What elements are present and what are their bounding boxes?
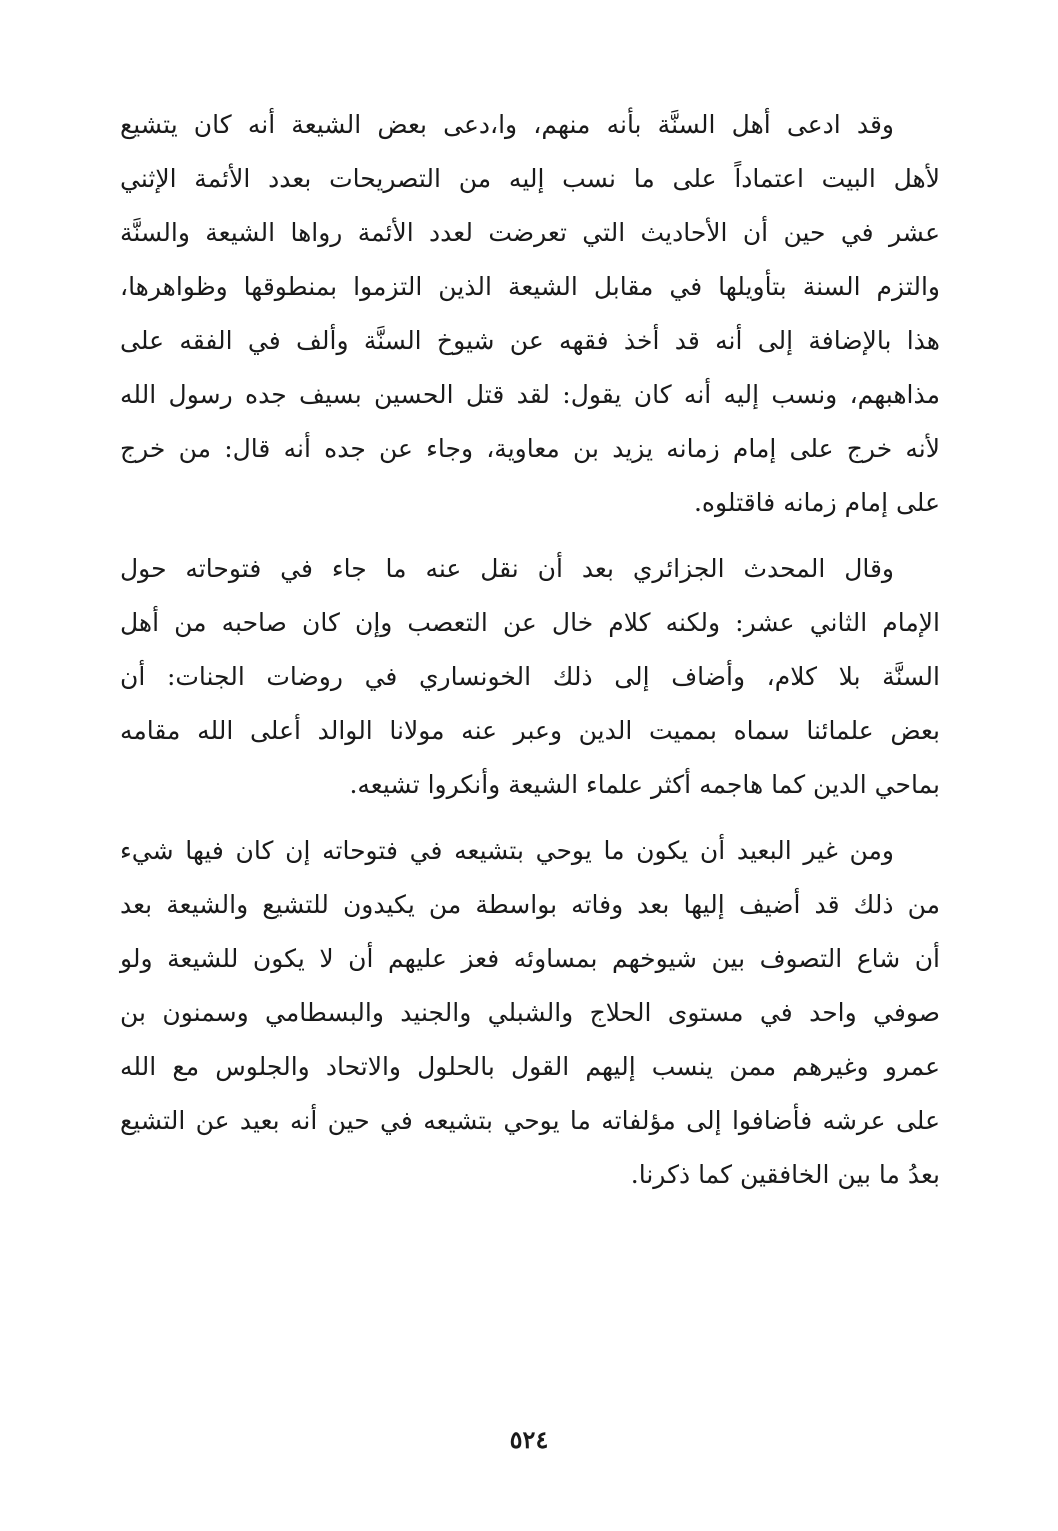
text-line: هذا بالإضافة إلى أنه قد أخذ فقهه عن شيوخ السنَّة وألف في الفقه على [120,326,940,355]
text-line: على عرشه فأضافوا إلى مؤلفاته ما يوحي بتشيعه في حين أنه بعيد عن التشيع [120,1106,940,1135]
text-line: مذاهبهم، ونسب إليه أنه كان يقول: لقد قتل الحسين بسيف جده رسول الله [120,380,940,409]
paragraph-3 [120,824,940,1202]
page-number: ٥٢٤ [509,1425,549,1454]
text-line: بعض علمائنا سماه بمميت الدين وعبر عنه مولانا الوالد أعلى الله مقامه [120,716,940,745]
text-line: والتزم السنة بتأويلها في مقابل الشيعة الذين التزموا بمنطوقها وظواهرها، [120,272,940,301]
text-line: بماحي الدين كما هاجمه أكثر علماء الشيعة وأنكروا تشيعه. [349,770,940,799]
body-text [120,98,940,1214]
text-line: بعدُ ما بين الخافقين كما ذكرنا. [630,1160,940,1189]
paragraph-2 [120,542,940,812]
text-line: ومن غير البعيد أن يكون ما يوحي بتشيعه في فتوحاته إن كان فيها شيء [120,836,894,865]
text-line: وقد ادعى أهل السنَّة بأنه منهم، وا،دعى بعض الشيعة أنه كان يتشيع [120,110,894,139]
text-line: صوفي واحد في مستوى الحلاج والشبلي والجنيد والبسطامي وسمنون بن [120,998,940,1027]
text-line: أن شاع التصوف بين شيوخهم بمساوئه فعز عليهم أن لا يكون للشيعة ولو [120,944,940,973]
text-line: عشر في حين أن الأحاديث التي تعرضت لعدد الأئمة رواها الشيعة والسنَّة [120,218,940,247]
paragraph-1 [120,98,940,530]
text-line: من ذلك قد أضيف إليها بعد وفاته بواسطة من يكيدون للتشيع والشيعة بعد [120,890,940,919]
text-line: السنَّة بلا كلام، وأضاف إلى ذلك الخونساري في روضات الجنات: أن [120,662,940,691]
text-line: وقال المحدث الجزائري بعد أن نقل عنه ما جاء في فتوحاته حول [120,554,894,583]
text-line: على إمام زمانه فاقتلوه. [693,488,940,517]
text-line: عمرو وغيرهم ممن ينسب إليهم القول بالحلول والاتحاد والجلوس مع الله [120,1052,940,1081]
text-line: لأهل البيت اعتماداً على ما نسب إليه من التصريحات بعدد الأئمة الإثني [120,164,940,193]
text-line: لأنه خرج على إمام زمانه يزيد بن معاوية، وجاء عن جده أنه قال: من خرج [120,434,940,463]
text-line: الإمام الثاني عشر: ولكنه كلام خال عن التعصب وإن كان صاحبه من أهل [120,608,940,637]
